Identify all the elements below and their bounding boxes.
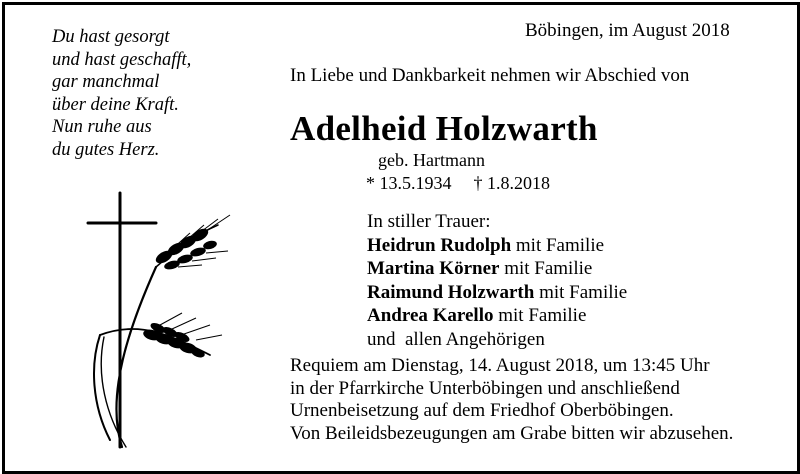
poem-line: und hast geschafft, [52, 49, 192, 70]
cross-and-wheat-icon [60, 185, 240, 455]
mourner-name: Heidrun Rudolph [367, 234, 512, 256]
intro-text: In Liebe und Dankbarkeit nehmen wir Abschied von [290, 65, 690, 86]
mourner-name: Andrea Karello [367, 305, 494, 326]
poem-line: du gutes Herz. [52, 139, 160, 160]
mourner-suffix: mit Familie [511, 234, 605, 256]
requiem-line: Requiem am Dienstag, 14. August 2018, um 13:45 Uhr [290, 355, 710, 376]
mourner-name: Raimund Holzwarth [367, 281, 535, 303]
mourners-list [367, 210, 627, 351]
mourner-suffix: mit Familie [534, 281, 628, 303]
mourner-entry [367, 304, 627, 328]
poem [52, 26, 191, 161]
mourner-entry [367, 281, 627, 305]
maiden-name: geb. Hartmann [378, 150, 485, 170]
life-dates [366, 173, 550, 194]
mourner-suffix: mit Familie [493, 305, 587, 326]
mourners-heading: In stiller Trauer: [367, 211, 491, 232]
mourners-closing: und allen Angehörigen [367, 328, 545, 350]
poem-line: über deine Kraft. [52, 94, 179, 115]
mourner-suffix: mit Familie [499, 258, 593, 279]
requiem-line: Urnenbeisetzung auf dem Friedhof Oberböbingen. [290, 400, 674, 421]
requiem-line: in der Pfarrkirche Unterböbingen und anschließend [290, 377, 680, 399]
requiem-line: Von Beileidsbezeugungen am Grabe bitten wir abzusehen. [290, 422, 734, 444]
death-date: † 1.8.2018 [473, 173, 550, 193]
poem-line: Nun ruhe aus [52, 117, 152, 137]
requiem-info [290, 355, 733, 445]
mourner-entry [367, 257, 627, 281]
birth-date: * 13.5.1934 [366, 173, 452, 193]
deceased-name: Adelheid Holzwarth [290, 109, 598, 148]
mourner-name: Martina Körner [367, 258, 500, 279]
place-date: Böbingen, im August 2018 [525, 20, 730, 41]
poem-line: gar manchmal [52, 72, 160, 92]
mourner-entry [367, 234, 627, 258]
poem-line: Du hast gesorgt [52, 27, 170, 47]
